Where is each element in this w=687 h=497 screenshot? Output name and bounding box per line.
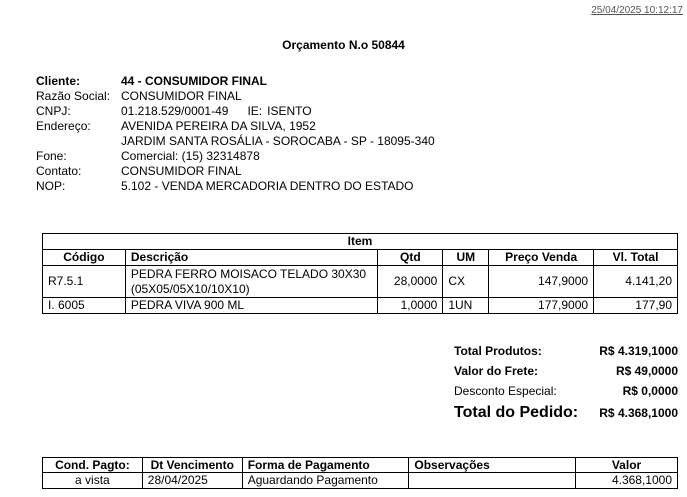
total-pedido-value: R$ 4.368,1000 (599, 406, 678, 420)
item-preco: 177,9000 (489, 298, 594, 314)
page-title: Orçamento N.o 50844 (282, 38, 405, 52)
payments-header-row (43, 458, 678, 473)
totals-block (454, 344, 678, 422)
payments-table (42, 457, 678, 489)
endereco-line1: AVENIDA PEREIRA DA SILVA, 1952 (121, 119, 316, 133)
item-total: 177,90 (594, 298, 678, 314)
payment-forma: Aguardando Pagamento (242, 473, 409, 489)
item-um: 1UN (443, 298, 489, 314)
payment-cond: a vista (43, 473, 143, 489)
fone-row (36, 149, 435, 164)
item-codigo: I. 6005 (43, 298, 126, 314)
item-total: 4.141,20 (594, 266, 678, 298)
client-info (36, 74, 435, 194)
nop-row (36, 179, 435, 194)
item-qtd: 28,0000 (378, 266, 443, 298)
total-produtos-row (454, 344, 678, 364)
cnpj-row (36, 104, 435, 119)
desconto-label: Desconto Especial: (454, 384, 557, 398)
ie-label: IE: (247, 104, 263, 118)
item-descricao: PEDRA VIVA 900 ML (125, 298, 377, 314)
razao-row (36, 89, 435, 104)
total-produtos-label: Total Produtos: (454, 344, 542, 358)
payment-venc: 28/04/2025 (142, 473, 242, 489)
total-pedido-row (454, 404, 678, 422)
col-um: UM (443, 250, 489, 266)
col-observacoes: Observações (409, 458, 576, 473)
col-preco: Preço Venda (489, 250, 594, 266)
razao-label: Razão Social: (36, 89, 111, 103)
print-timestamp: 25/04/2025 10:12:17 (591, 5, 683, 16)
valor-frete-label: Valor do Frete: (454, 364, 539, 378)
payment-valor: 4.368,1000 (576, 473, 678, 489)
valor-frete-value: R$ 49,0000 (615, 364, 678, 378)
valor-frete-row (454, 364, 678, 384)
total-pedido-label: Total do Pedido: (454, 404, 579, 421)
nop-value: 5.102 - VENDA MERCADORIA DENTRO DO ESTADO (121, 179, 414, 193)
nop-label: NOP: (36, 179, 66, 193)
col-descricao: Descrição (125, 250, 377, 266)
col-cond-pagto: Cond. Pagto: (43, 458, 143, 473)
endereco-row-2 (36, 134, 435, 149)
razao-value: CONSUMIDOR FINAL (121, 89, 242, 103)
table-row (43, 298, 678, 314)
contato-value: CONSUMIDOR FINAL (121, 164, 242, 178)
ie-value: ISENTO (267, 104, 312, 118)
desconto-row (454, 384, 678, 404)
items-header-row (43, 250, 678, 266)
item-descricao (125, 266, 377, 298)
cliente-row (36, 74, 435, 89)
payment-obs (409, 473, 576, 489)
items-table (42, 233, 678, 314)
item-codigo: R7.5.1 (43, 266, 126, 298)
fone-value: Comercial: (15) 32314878 (121, 149, 260, 163)
cnpj-value: 01.218.529/0001-49 (121, 104, 229, 118)
item-um: CX (443, 266, 489, 298)
items-caption: Item (43, 234, 678, 250)
endereco-row (36, 119, 435, 134)
col-dt-vencimento: Dt Vencimento (142, 458, 242, 473)
contato-label: Contato: (36, 164, 82, 178)
col-codigo: Código (43, 250, 126, 266)
endereco-spacer (36, 134, 121, 149)
endereco-label: Endereço: (36, 119, 91, 133)
endereco-line2: JARDIM SANTA ROSÁLIA - SOROCABA - SP - 18095-340 (121, 134, 435, 148)
item-qtd: 1,0000 (378, 298, 443, 314)
col-forma-pagamento: Forma de Pagamento (242, 458, 409, 473)
table-row (43, 473, 678, 489)
fone-label: Fone: (36, 149, 67, 163)
col-valor: Valor (576, 458, 678, 473)
contato-row (36, 164, 435, 179)
desconto-value: R$ 0,0000 (622, 384, 678, 398)
col-total: Vl. Total (594, 250, 678, 266)
item-descricao-line1: PEDRA FERRO MOISACO TELADO 30X30 (130, 266, 367, 281)
item-preco: 147,9000 (489, 266, 594, 298)
col-qtd: Qtd (378, 250, 443, 266)
item-descricao-line2: (05X05/05X10/10X10) (130, 281, 250, 296)
cliente-value: 44 - CONSUMIDOR FINAL (121, 74, 268, 88)
cnpj-label: CNPJ: (36, 104, 71, 118)
total-produtos-value: R$ 4.319,1000 (599, 344, 678, 358)
table-row (43, 266, 678, 298)
cliente-label: Cliente: (36, 74, 81, 88)
